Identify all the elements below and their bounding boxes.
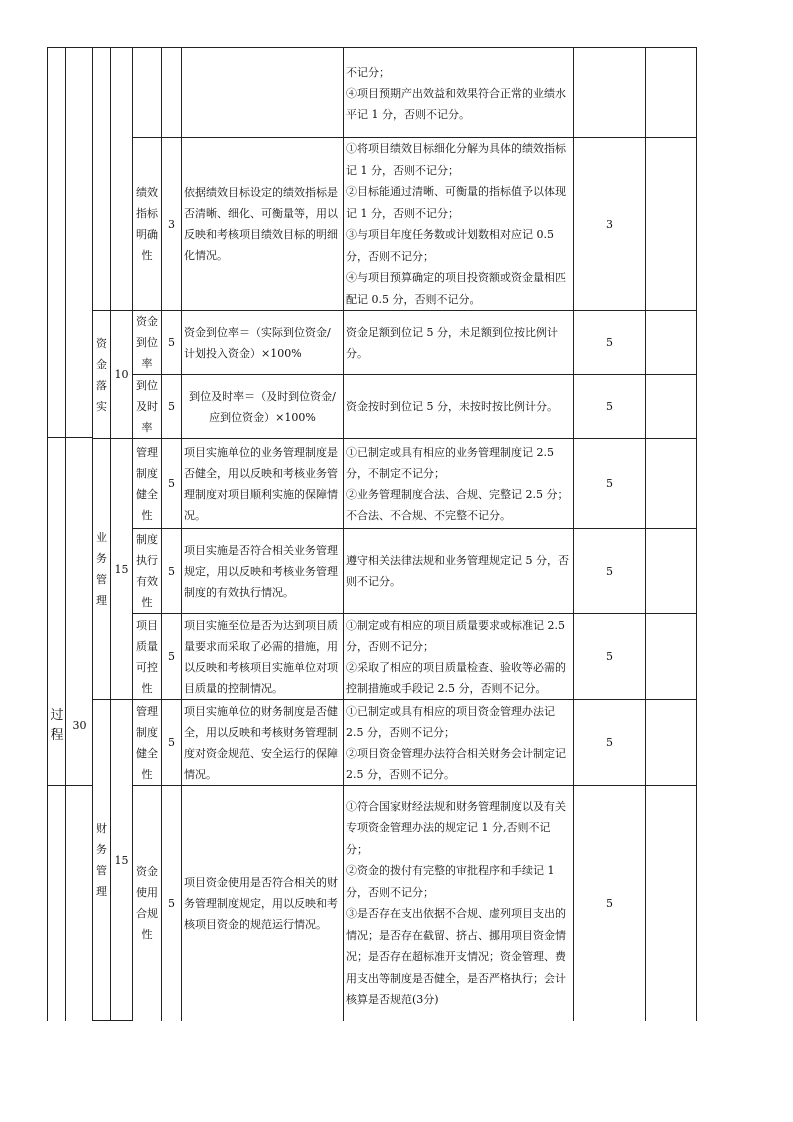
criteria-cell (344, 138, 574, 311)
remark-cell (646, 786, 697, 1021)
description-cell: 到位及时率＝（及时到位资金/应到位资金）×100% (182, 375, 344, 439)
score-cell: 5 (574, 614, 646, 700)
description-cell: 项目实施是否符合相关业务管理规定，用以反映和考核业务管理制度的有效执行情况。 (182, 529, 344, 614)
level1-process-label: 过程 (50, 708, 64, 743)
score-cell: 5 (574, 786, 646, 1021)
table-row (48, 439, 697, 529)
level1-weight-cell-bottom (66, 786, 93, 1021)
description-cell: 项目实施单位的业务管理制度是否健全，用以反映和考核业务管理制度对项目顺利实施的保障情况。 (182, 439, 344, 529)
level2-funds-weight: 10 (111, 311, 133, 439)
indicator-cell: 管理制度健全性 (133, 439, 162, 529)
weight-cell: 5 (162, 311, 182, 375)
score-cell: 5 (574, 311, 646, 375)
weight-cell: 5 (162, 700, 182, 786)
evaluation-table (47, 47, 697, 1021)
weight-cell: 5 (162, 439, 182, 529)
weight-cell: 5 (162, 614, 182, 700)
level2-cell-top (93, 48, 111, 311)
level1-cell-top (48, 48, 66, 786)
criteria-cell (344, 614, 574, 700)
description-cell (182, 48, 344, 138)
level1-weight-cell-top (66, 48, 93, 786)
weight-cell: 5 (162, 375, 182, 439)
level1-divider-top (47, 437, 93, 438)
table-row (48, 700, 697, 786)
description-cell: 资金到位率＝（实际到位资金/计划投入资金）×100% (182, 311, 344, 375)
remark-cell (646, 439, 697, 529)
table-row (48, 529, 697, 614)
description-cell: 项目实施单位的财务制度是否健全，用以反映和考核财务管理制度对资金规范、安全运行的保障情况。 (182, 700, 344, 786)
level2-weight-cell-top (111, 48, 133, 311)
indicator-cell (133, 48, 162, 138)
criteria-cell (344, 48, 574, 138)
score-cell (574, 48, 646, 138)
score-cell: 5 (574, 700, 646, 786)
remark-cell (646, 614, 697, 700)
description-cell: 项目实施至位是否为达到项目质量要求而采取了必需的措施，用以反映和考核项目实施单位对项目质量的控制情况。 (182, 614, 344, 700)
weight-cell: 3 (162, 138, 182, 311)
criteria-line: ①已制定或具有相应的项目资金管理办法记 2.5 分，否则不记分； ②项目资金管理办法符合相关财务会计制定记 2.5 分，否则不记分。 (346, 704, 566, 781)
level2-finance-mgmt: 财务管理 (93, 700, 111, 1021)
criteria-cell (344, 700, 574, 786)
indicator-cell: 绩效指标明确性 (133, 138, 162, 311)
remark-cell (646, 311, 697, 375)
table-row (48, 614, 697, 700)
criteria-cell: 遵守相关法律法规和业务管理规定记 5 分，否则不记分。 (344, 529, 574, 614)
remark-cell (646, 375, 697, 439)
indicator-cell: 管理制度健全性 (133, 700, 162, 786)
criteria-line: ①已制定或具有相应的业务管理制度记 2.5 分，不制定不记分； ②业务管理制度合法、合规、完整记 2.5 分；不合法、不合规、不完整不记分。 (346, 445, 569, 522)
level2-business-weight: 15 (111, 439, 133, 700)
score-cell: 5 (574, 439, 646, 529)
table-row (48, 48, 697, 138)
indicator-cell: 资金到位率 (133, 311, 162, 375)
indicator-cell: 项目质量可控性 (133, 614, 162, 700)
criteria-cell: 资金足额到位记 5 分，未足额到位按比例计分。 (344, 311, 574, 375)
criteria-cell: 资金按时到位记 5 分，未按时按比例计分。 (344, 375, 574, 439)
score-cell: 3 (574, 138, 646, 311)
level1-cell-bottom (48, 786, 66, 1021)
remark-cell (646, 700, 697, 786)
score-cell: 5 (574, 529, 646, 614)
level2-business-mgmt: 业务管理 (93, 439, 111, 700)
table-row (48, 311, 697, 375)
criteria-line: ①符合国家财经法规和财务管理制度以及有关专项资金管理办法的规定记 1 分,否则不记分； ②资金的拨付有完整的审批程序和手续记 1 分，否则不记分； ③是否存在支出依据不合规、虚列项目支出的情况；是否存在截留、挤占、挪用项目资金情况；是否存在超标准开支情况；资金管理、费用支出等制度是否健全，是否严格执行；会计核算是否规范(3分) (346, 799, 566, 1007)
description-cell: 依据绩效目标设定的绩效指标是否清晰、细化、可衡量等，用以反映和考核项目绩效目标的明细化情况。 (182, 138, 344, 311)
description-cell: 项目资金使用是否符合相关的财务管理制度规定，用以反映和考核项目资金的规范运行情况。 (182, 786, 344, 1021)
criteria-cell (344, 439, 574, 529)
indicator-cell: 到位及时率 (133, 375, 162, 439)
weight-cell (162, 48, 182, 138)
score-cell: 5 (574, 375, 646, 439)
table-row (48, 138, 697, 311)
level2-finance-weight: 15 (111, 700, 133, 1021)
level2-funds-in-place: 资金落实 (93, 311, 111, 439)
criteria-line: ①制定或有相应的项目质量要求或标准记 2.5 分，否则不记分； ②采取了相应的项目质量检查、验收等必需的控制措施或手段记 2.5 分，否则不记分。 (346, 618, 566, 695)
criteria-cell (344, 786, 574, 1021)
indicator-cell: 制度执行有效性 (133, 529, 162, 614)
indicator-cell: 资金使用合规性 (133, 786, 162, 1021)
criteria-line: ①将项目绩效目标细化分解为具体的绩效指标记 1 分，否则不记分； ②目标能通过清晰、可衡量的指标值予以体现记 1 分，否则不记分； ③与项目年度任务数或计划数相对应记 0.5 分，否则不记分； ④与项目预算确定的项目投资额或资金量相匹配记 0.5 分，否则不记分。 (346, 142, 566, 306)
table-row (48, 786, 697, 1021)
remark-cell (646, 138, 697, 311)
weight-cell: 5 (162, 786, 182, 1021)
remark-cell (646, 48, 697, 138)
level1-process-weight: 30 (72, 719, 87, 732)
criteria-line: 不记分； ④项目预期产出效益和效果符合正常的业绩水平记 1 分，否则不记分。 (346, 65, 566, 121)
remark-cell (646, 529, 697, 614)
table-row (48, 375, 697, 439)
weight-cell: 5 (162, 529, 182, 614)
